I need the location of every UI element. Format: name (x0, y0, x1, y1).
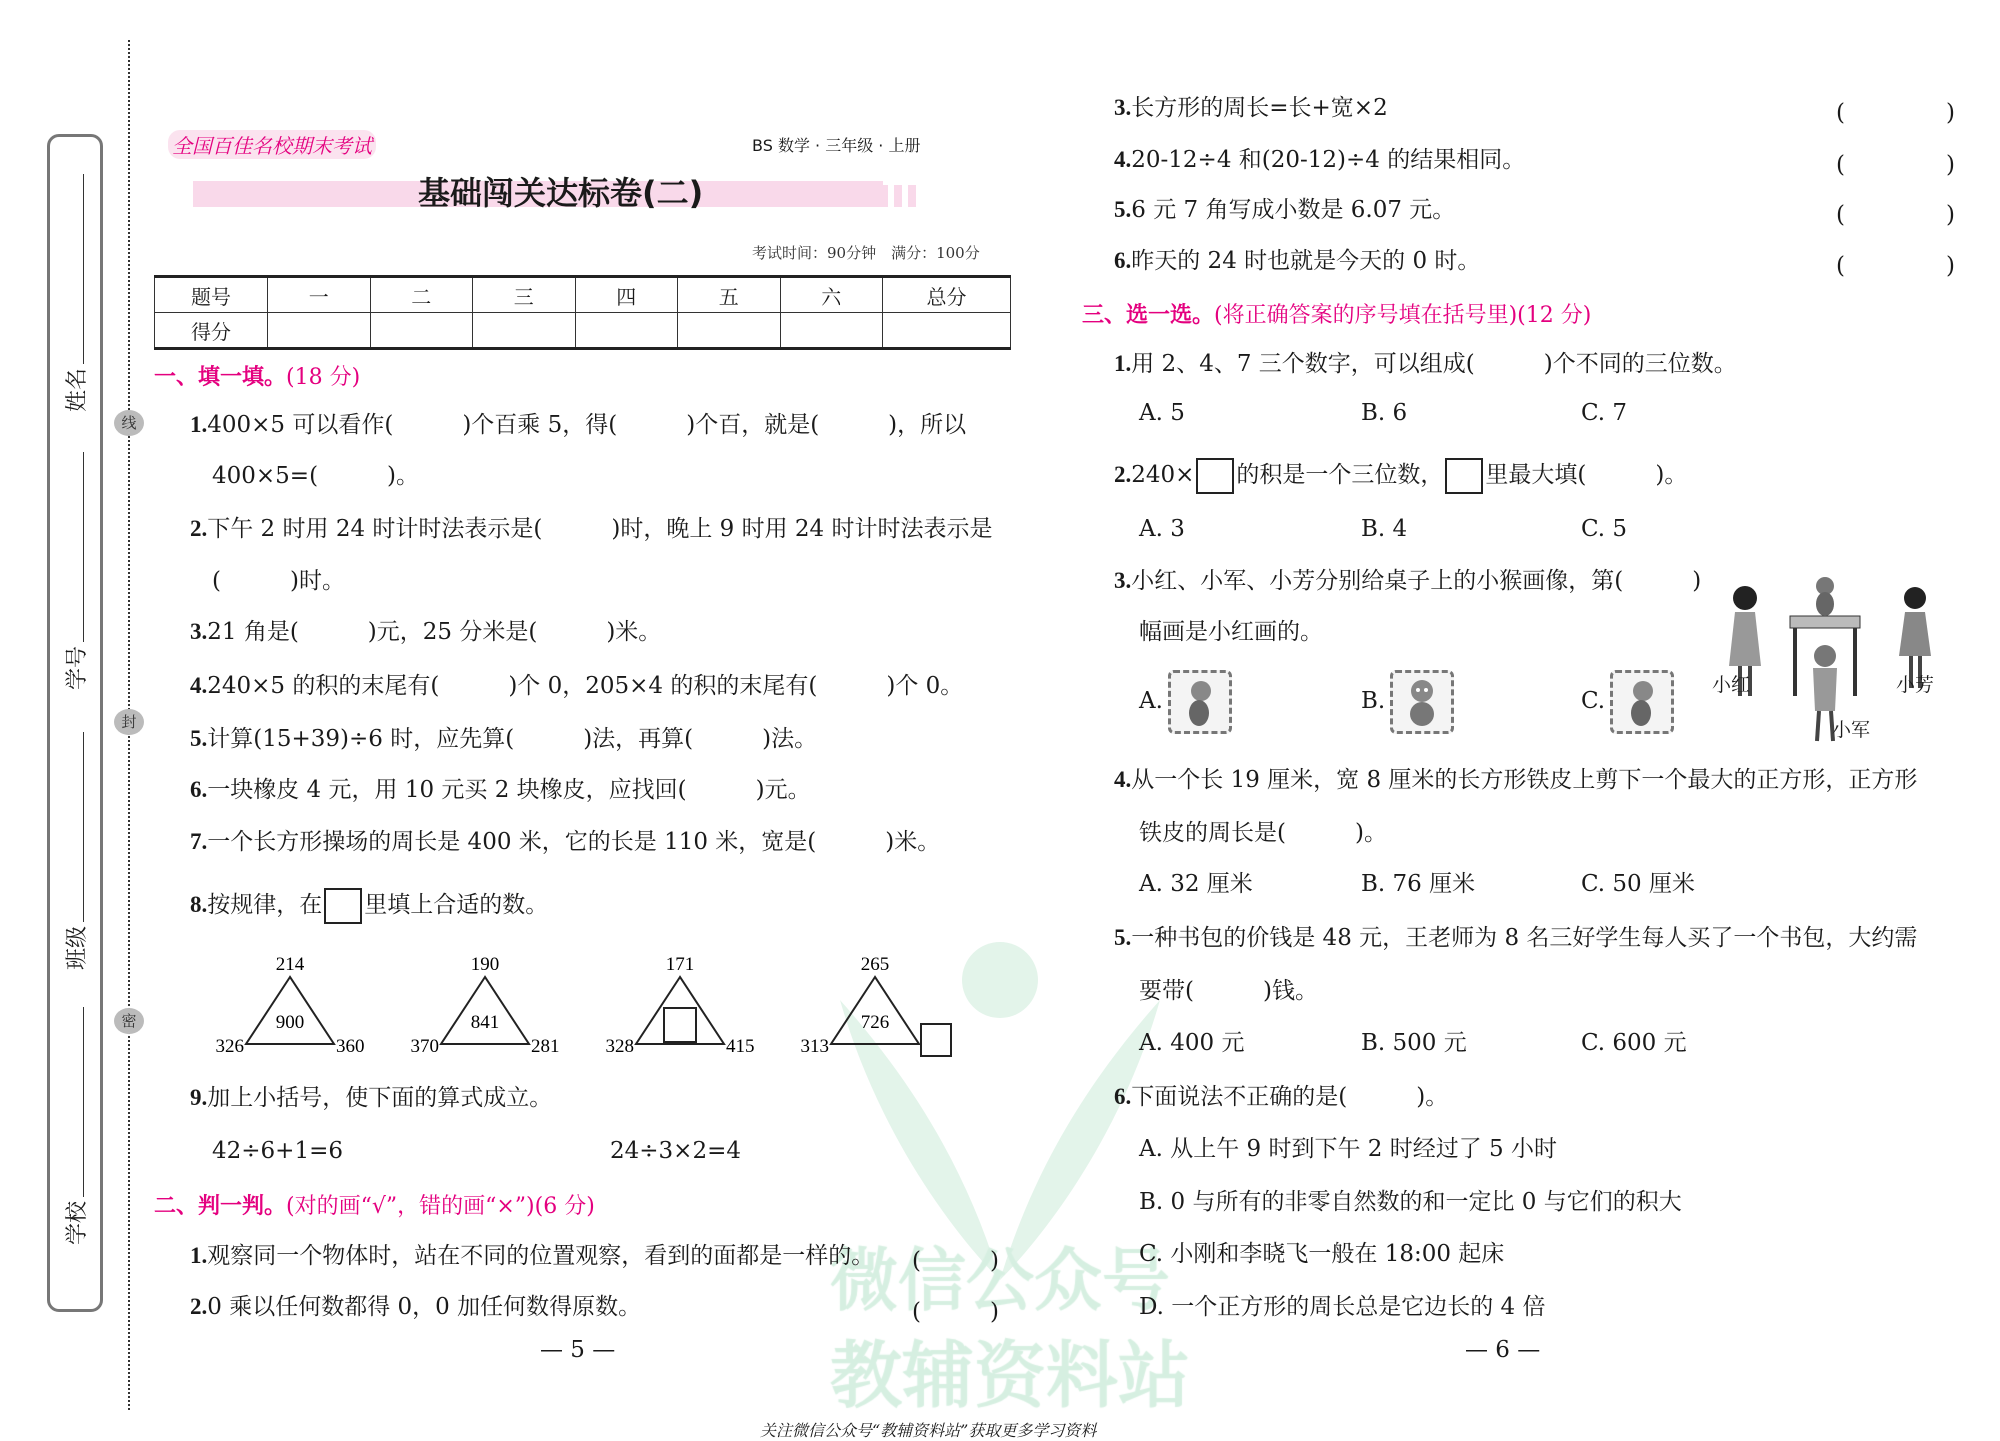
question-text: 一个长方形操场的周长是 400 米，它的长是 110 米，宽是( )米。 (207, 829, 941, 855)
header-cell: 六 (780, 277, 883, 313)
question-number: 5. (1114, 197, 1132, 222)
page-title: 基础闯关达标卷(二) (418, 174, 704, 212)
s1-question-1-cont: 400×5=( )。 (212, 463, 420, 489)
s2-question-5 (1114, 196, 1455, 224)
triangle-left-number: 326 (215, 1036, 244, 1057)
section-points: (将正确答案的序号填在括号里)(12 分) (1214, 303, 1592, 328)
question-number: 5. (190, 726, 208, 751)
question-number: 2. (190, 1294, 208, 1319)
page-number-left: — 5 — (540, 1337, 616, 1363)
option-c-label: C. (1581, 688, 1606, 714)
s1-question-4 (190, 672, 963, 700)
option-d[interactable]: D. 一个正方形的周长总是它边长的 4 倍 (1139, 1294, 1546, 1320)
page-number-right: — 6 — (1465, 1337, 1541, 1363)
triangle-center-number: 726 (860, 1012, 890, 1033)
question-number: 4. (1114, 767, 1132, 792)
option-c[interactable]: C. 600 元 (1581, 1030, 1687, 1056)
monkey-side-icon (1613, 673, 1671, 731)
question-number: 4. (1114, 147, 1132, 172)
triangle-left-number: 313 (800, 1036, 829, 1057)
answer-box[interactable] (1445, 458, 1483, 494)
section-title: 一、填一填。 (154, 364, 287, 390)
question-number: 8. (190, 892, 208, 917)
s3-question-2 (1114, 458, 1687, 494)
s1-question-1 (190, 411, 966, 439)
question-number: 4. (190, 673, 208, 698)
triangle-right-number: 415 (726, 1036, 755, 1057)
answer-paren[interactable]: ( ) (912, 1299, 999, 1325)
triangle-left-number: 328 (605, 1036, 634, 1057)
s1-question-5 (190, 725, 817, 753)
option-a[interactable]: A. 5 (1139, 400, 1185, 426)
triangle-left-number: 370 (410, 1036, 439, 1057)
option-a[interactable]: A. 400 元 (1139, 1030, 1245, 1056)
triangle-top-number: 265 (860, 954, 890, 975)
s1-question-6 (190, 776, 811, 804)
question-number: 6. (1114, 248, 1132, 273)
section-1-heading (154, 360, 360, 391)
option-b-label: B. (1361, 688, 1386, 714)
triangle-right-number: 360 (336, 1036, 365, 1057)
s3-question-4 (1114, 766, 1917, 794)
answer-box[interactable] (664, 1008, 696, 1042)
question-text: 240× (1131, 462, 1195, 488)
option-c[interactable]: C. 5 (1581, 516, 1628, 542)
question-text: 下午 2 时用 24 时计时法表示是( )时，晚上 9 时用 24 时计时法表示是 (207, 516, 993, 542)
triangle-puzzles (200, 950, 980, 1070)
header-cell: 题号 (155, 277, 268, 313)
field-label: 学校 (65, 1200, 90, 1245)
monkey-front-icon (1393, 673, 1451, 731)
question-text: 从一个长 19 厘米，宽 8 厘米的长方形铁皮上剪下一个最大的正方形，正方形 (1131, 767, 1918, 793)
question-number: 9. (190, 1085, 208, 1110)
header-cell: 一 (268, 277, 371, 313)
question-text: 一种书包的价钱是 48 元，王老师为 8 名三好学生每人买了一个书包，大约需 (1131, 925, 1918, 951)
exam-series-logo: 全国百佳名校期末考试 (168, 130, 376, 159)
s3-question-1 (1114, 350, 1737, 378)
question-text: 400×5 可以看作( )个百乘 5，得( )个百，就是( )，所以 (207, 412, 967, 438)
question-number: 6. (1114, 1084, 1132, 1109)
option-b[interactable]: B. 0 与所有的非零自然数的和一定比 0 与它们的积大 (1139, 1189, 1682, 1215)
question-number: 2. (190, 516, 208, 541)
triangle (441, 977, 529, 1044)
header-cell: 四 (575, 277, 678, 313)
question-text: 观察同一个物体时，站在不同的位置观察，看到的面都是一样的。 (207, 1243, 875, 1269)
option-a[interactable]: A. 从上午 9 时到下午 2 时经过了 5 小时 (1139, 1136, 1557, 1162)
score-cell[interactable] (268, 313, 371, 349)
header-cell: 三 (473, 277, 576, 313)
question-text: 21 角是( )元，25 分米是( )米。 (207, 619, 662, 645)
seal-mi: 密 (114, 1008, 144, 1034)
triangle-right-number: 281 (531, 1036, 560, 1057)
triangle (831, 977, 919, 1044)
header-cell: 二 (370, 277, 473, 313)
s2-question-6 (1114, 247, 1480, 275)
answer-paren[interactable]: ( ) (912, 1248, 999, 1274)
option-b[interactable]: B. 76 厘米 (1361, 871, 1476, 897)
question-text: 长方形的周长=长+宽×2 (1131, 95, 1388, 121)
field-name[interactable] (60, 174, 91, 412)
header-cell: 五 (678, 277, 781, 313)
section-points: (对的画“√”，错的画“×”)(6 分) (286, 1194, 595, 1219)
s3-question-5-cont: 要带( )钱。 (1139, 978, 1318, 1004)
question-text: 昨天的 24 时也就是今天的 0 时。 (1131, 248, 1481, 274)
s2-question-3 (1114, 94, 1388, 122)
field-label: 学号 (65, 645, 90, 690)
question-text: 里最大填( )。 (1485, 462, 1688, 488)
score-table (154, 275, 1011, 350)
header-cell: 总分 (883, 277, 1011, 313)
label-xiaofang: 小芳 (1896, 674, 1935, 696)
field-school[interactable] (60, 1007, 91, 1245)
s1-question-3 (190, 618, 661, 646)
question-number: 3. (190, 619, 208, 644)
question-text: 20-12÷4 和(20-12)÷4 的结果相同。 (1131, 147, 1526, 173)
row-label: 得分 (155, 313, 268, 349)
question-number: 5. (1114, 925, 1132, 950)
option-c[interactable]: C. 小刚和李晓飞一般在 18:00 起床 (1139, 1241, 1505, 1267)
question-text: 按规律，在 (207, 892, 323, 918)
s1-question-7 (190, 828, 940, 856)
equation-2: 24÷3×2=4 (610, 1138, 741, 1164)
answer-paren[interactable]: ( ) (1836, 100, 1963, 126)
option-b[interactable]: B. 500 元 (1361, 1030, 1467, 1056)
option-c[interactable]: C. 50 厘米 (1581, 871, 1695, 897)
question-number: 3. (1114, 95, 1132, 120)
section-3-heading (1082, 298, 1591, 329)
triangle-top-number: 171 (665, 954, 695, 975)
s2-question-1 (190, 1242, 874, 1270)
monkey-picture-c[interactable] (1610, 670, 1674, 734)
seal-feng: 封 (114, 709, 144, 735)
score-cell[interactable] (780, 313, 883, 349)
score-cell[interactable] (575, 313, 678, 349)
equation-1: 42÷6+1=6 (212, 1138, 343, 1164)
s1-question-2 (190, 515, 992, 543)
monkey-picture-b[interactable] (1390, 670, 1454, 734)
s3-question-5 (1114, 924, 1917, 952)
field-label: 班级 (65, 925, 90, 970)
footer-note: 关注微信公众号“教辅资料站”获取更多学习资料 (760, 1421, 1097, 1440)
question-text: 下面说法不正确的是( )。 (1131, 1084, 1449, 1110)
option-b[interactable]: B. 6 (1361, 400, 1408, 426)
question-text: 一块橡皮 4 元，用 10 元买 2 块橡皮，应找回( )元。 (207, 777, 811, 803)
triangle-top-number: 214 (275, 954, 305, 975)
question-number: 1. (190, 1243, 208, 1268)
answer-paren[interactable]: ( ) (1836, 152, 1963, 178)
watermark-lettering (820, 1240, 1240, 1440)
option-a[interactable]: A. 32 厘米 (1139, 871, 1253, 897)
label-xiaohong: 小红 (1712, 674, 1751, 696)
s3-question-3-cont: 幅画是小红画的。 (1139, 619, 1323, 645)
seal-xian: 线 (114, 410, 144, 436)
answer-box[interactable] (921, 1024, 951, 1056)
field-label: 姓名 (65, 367, 90, 412)
s3-question-6 (1114, 1083, 1448, 1111)
question-text: 240×5 的积的末尾有( )个 0，205×4 的积的末尾有( )个 0。 (207, 673, 964, 699)
score-cell[interactable] (473, 313, 576, 349)
triangle (246, 977, 334, 1044)
option-c[interactable]: C. 7 (1581, 400, 1628, 426)
question-number: 3. (1114, 568, 1132, 593)
option-a[interactable]: A. 3 (1139, 516, 1185, 542)
score-cell[interactable] (370, 313, 473, 349)
question-text: 用 2、4、7 三个数字，可以组成( )个不同的三位数。 (1131, 351, 1737, 377)
label-xiaojun: 小军 (1832, 719, 1871, 741)
children-drawing-monkey-illustration (1715, 576, 1945, 746)
question-text: 加上小括号，使下面的算式成立。 (207, 1085, 553, 1111)
s1-question-9 (190, 1084, 552, 1112)
s3-question-3 (1114, 567, 1701, 595)
question-text: 6 元 7 角写成小数是 6.07 元。 (1131, 197, 1456, 223)
question-number: 1. (1114, 351, 1132, 376)
question-number: 7. (190, 829, 208, 854)
question-text: 的积是一个三位数， (1236, 462, 1444, 488)
monkey-side-icon (1171, 673, 1229, 731)
subject-label: BS 数学 · 三年级 · 上册 (752, 136, 921, 155)
question-text: 0 乘以任何数都得 0，0 加任何数得原数。 (207, 1294, 642, 1320)
answer-paren[interactable]: ( ) (1836, 202, 1963, 228)
score-cell[interactable] (678, 313, 781, 349)
option-b[interactable]: B. 4 (1361, 516, 1408, 542)
triangle-center-number: 900 (275, 1012, 305, 1033)
answer-paren[interactable]: ( ) (1836, 253, 1963, 279)
s3-question-4-cont: 铁皮的周长是( )。 (1139, 820, 1387, 846)
question-number: 1. (190, 412, 208, 437)
section-title: 三、选一选。 (1082, 302, 1215, 328)
option-a-label: A. (1139, 688, 1163, 714)
section-title: 二、判一判。 (154, 1193, 287, 1219)
s1-question-8 (190, 888, 548, 924)
question-text: 计算(15+39)÷6 时，应先算( )法，再算( )法。 (207, 726, 818, 752)
s2-question-2 (190, 1293, 641, 1321)
section-points: (18 分) (286, 365, 361, 390)
question-text: 里填上合适的数。 (364, 892, 549, 918)
s2-question-4 (1114, 146, 1525, 174)
section-2-heading (154, 1189, 595, 1220)
question-number: 2. (1114, 462, 1132, 487)
question-text: 小红、小军、小芳分别给桌子上的小猴画像，第( ) (1131, 568, 1702, 594)
s1-question-2-cont: ( )时。 (212, 568, 345, 594)
score-cell[interactable] (883, 313, 1011, 349)
title-band-pattern (880, 185, 920, 207)
exam-info: 考试时间：90分钟 满分：100分 (752, 244, 980, 262)
field-student-id[interactable] (60, 452, 91, 690)
answer-box[interactable] (1196, 458, 1234, 494)
score-table-score-row (155, 313, 1011, 349)
triangle-top-number: 190 (470, 954, 500, 975)
field-class[interactable] (60, 732, 91, 970)
monkey-picture-a[interactable] (1168, 670, 1232, 734)
question-number: 6. (190, 777, 208, 802)
score-table-header-row (155, 277, 1011, 313)
triangle-center-number: 841 (470, 1012, 500, 1033)
answer-box[interactable] (324, 888, 362, 924)
